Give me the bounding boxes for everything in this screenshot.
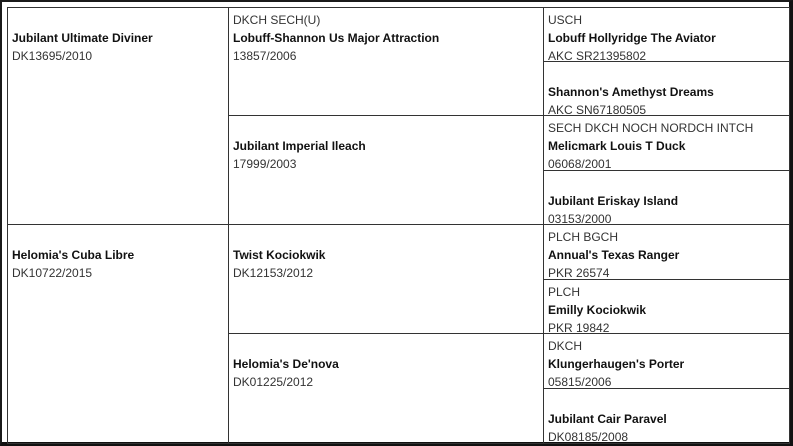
great-grandparent-name[interactable]: Shannon's Amethyst Dreams [548,85,714,99]
grandparent-reg: DK12153/2012 [233,266,314,280]
parent-title [12,11,224,29]
parent-reg: DK10722/2015 [12,266,93,280]
grandparent-name[interactable]: Twist Kociokwik [233,248,326,262]
great-grandparent-reg: PKR 26574 [548,266,610,280]
grandparent-title [233,119,539,137]
grandparent-name[interactable]: Helomia's De'nova [233,357,339,371]
great-grandparent-reg: 05815/2006 [548,375,612,389]
great-grandparent-reg: 03153/2000 [548,212,612,225]
grandparent-title [233,228,539,246]
great-grandparent-title: USCH [548,13,583,27]
grandparent-name[interactable]: Lobuff-Shannon Us Major Attraction [233,31,440,45]
parent-reg: DK13695/2010 [12,49,93,63]
great-grandparent-title: PLCH BGCH [548,230,619,244]
great-grandparent-title [548,174,785,192]
pedigree-cell-great-grandparent-5 [543,224,790,280]
pedigree-cell-grandparent-2 [228,115,544,225]
great-grandparent-name[interactable]: Melicmark Louis T Duck [548,139,686,153]
parent-title [12,228,224,246]
pedigree-cell-parent-2 [7,224,229,444]
pedigree-cell-grandparent-4 [228,333,544,444]
grandparent-title [233,337,539,355]
great-grandparent-name[interactable]: Lobuff Hollyridge The Aviator [548,31,716,45]
pedigree-cell-great-grandparent-4 [543,170,790,225]
grandparent-name[interactable]: Jubilant Imperial Ileach [233,139,366,153]
great-grandparent-reg: AKC SR21395802 [548,49,647,62]
great-grandparent-name[interactable]: Annual's Texas Ranger [548,248,680,262]
great-grandparent-reg: DK08185/2008 [548,430,629,444]
great-grandparent-title: SECH DKCH NOCH NORDCH INTCH [548,121,754,135]
grandparent-reg: 17999/2003 [233,157,297,171]
pedigree-cell-great-grandparent-3 [543,115,790,171]
parent-name[interactable]: Jubilant Ultimate Diviner [12,31,153,45]
pedigree-cell-great-grandparent-6 [543,279,790,334]
great-grandparent-name[interactable]: Emilly Kociokwik [548,303,647,317]
great-grandparent-reg: AKC SN67180505 [548,103,647,116]
pedigree-cell-great-grandparent-1 [543,7,790,62]
great-grandparent-name[interactable]: Klungerhaugen's Porter [548,357,685,371]
grandparent-reg: DK01225/2012 [233,375,314,389]
great-grandparent-reg: PKR 19842 [548,321,610,334]
great-grandparent-name[interactable]: Jubilant Eriskay Island [548,194,679,208]
great-grandparent-title: DKCH [548,339,583,353]
great-grandparent-reg: 06068/2001 [548,157,612,171]
grandparent-title: DKCH SECH(U) [233,13,321,27]
pedigree-cell-grandparent-1 [228,7,544,116]
grandparent-reg: 13857/2006 [233,49,297,63]
pedigree-cell-great-grandparent-8 [543,388,790,444]
pedigree-cell-great-grandparent-2 [543,61,790,116]
great-grandparent-title [548,65,785,83]
great-grandparent-title: PLCH [548,285,581,299]
parent-name[interactable]: Helomia's Cuba Libre [12,248,135,262]
great-grandparent-title [548,392,785,410]
pedigree-cell-parent-1 [7,7,229,225]
pedigree-cell-great-grandparent-7 [543,333,790,389]
great-grandparent-name[interactable]: Jubilant Cair Paravel [548,412,667,426]
pedigree-cell-grandparent-3 [228,224,544,334]
